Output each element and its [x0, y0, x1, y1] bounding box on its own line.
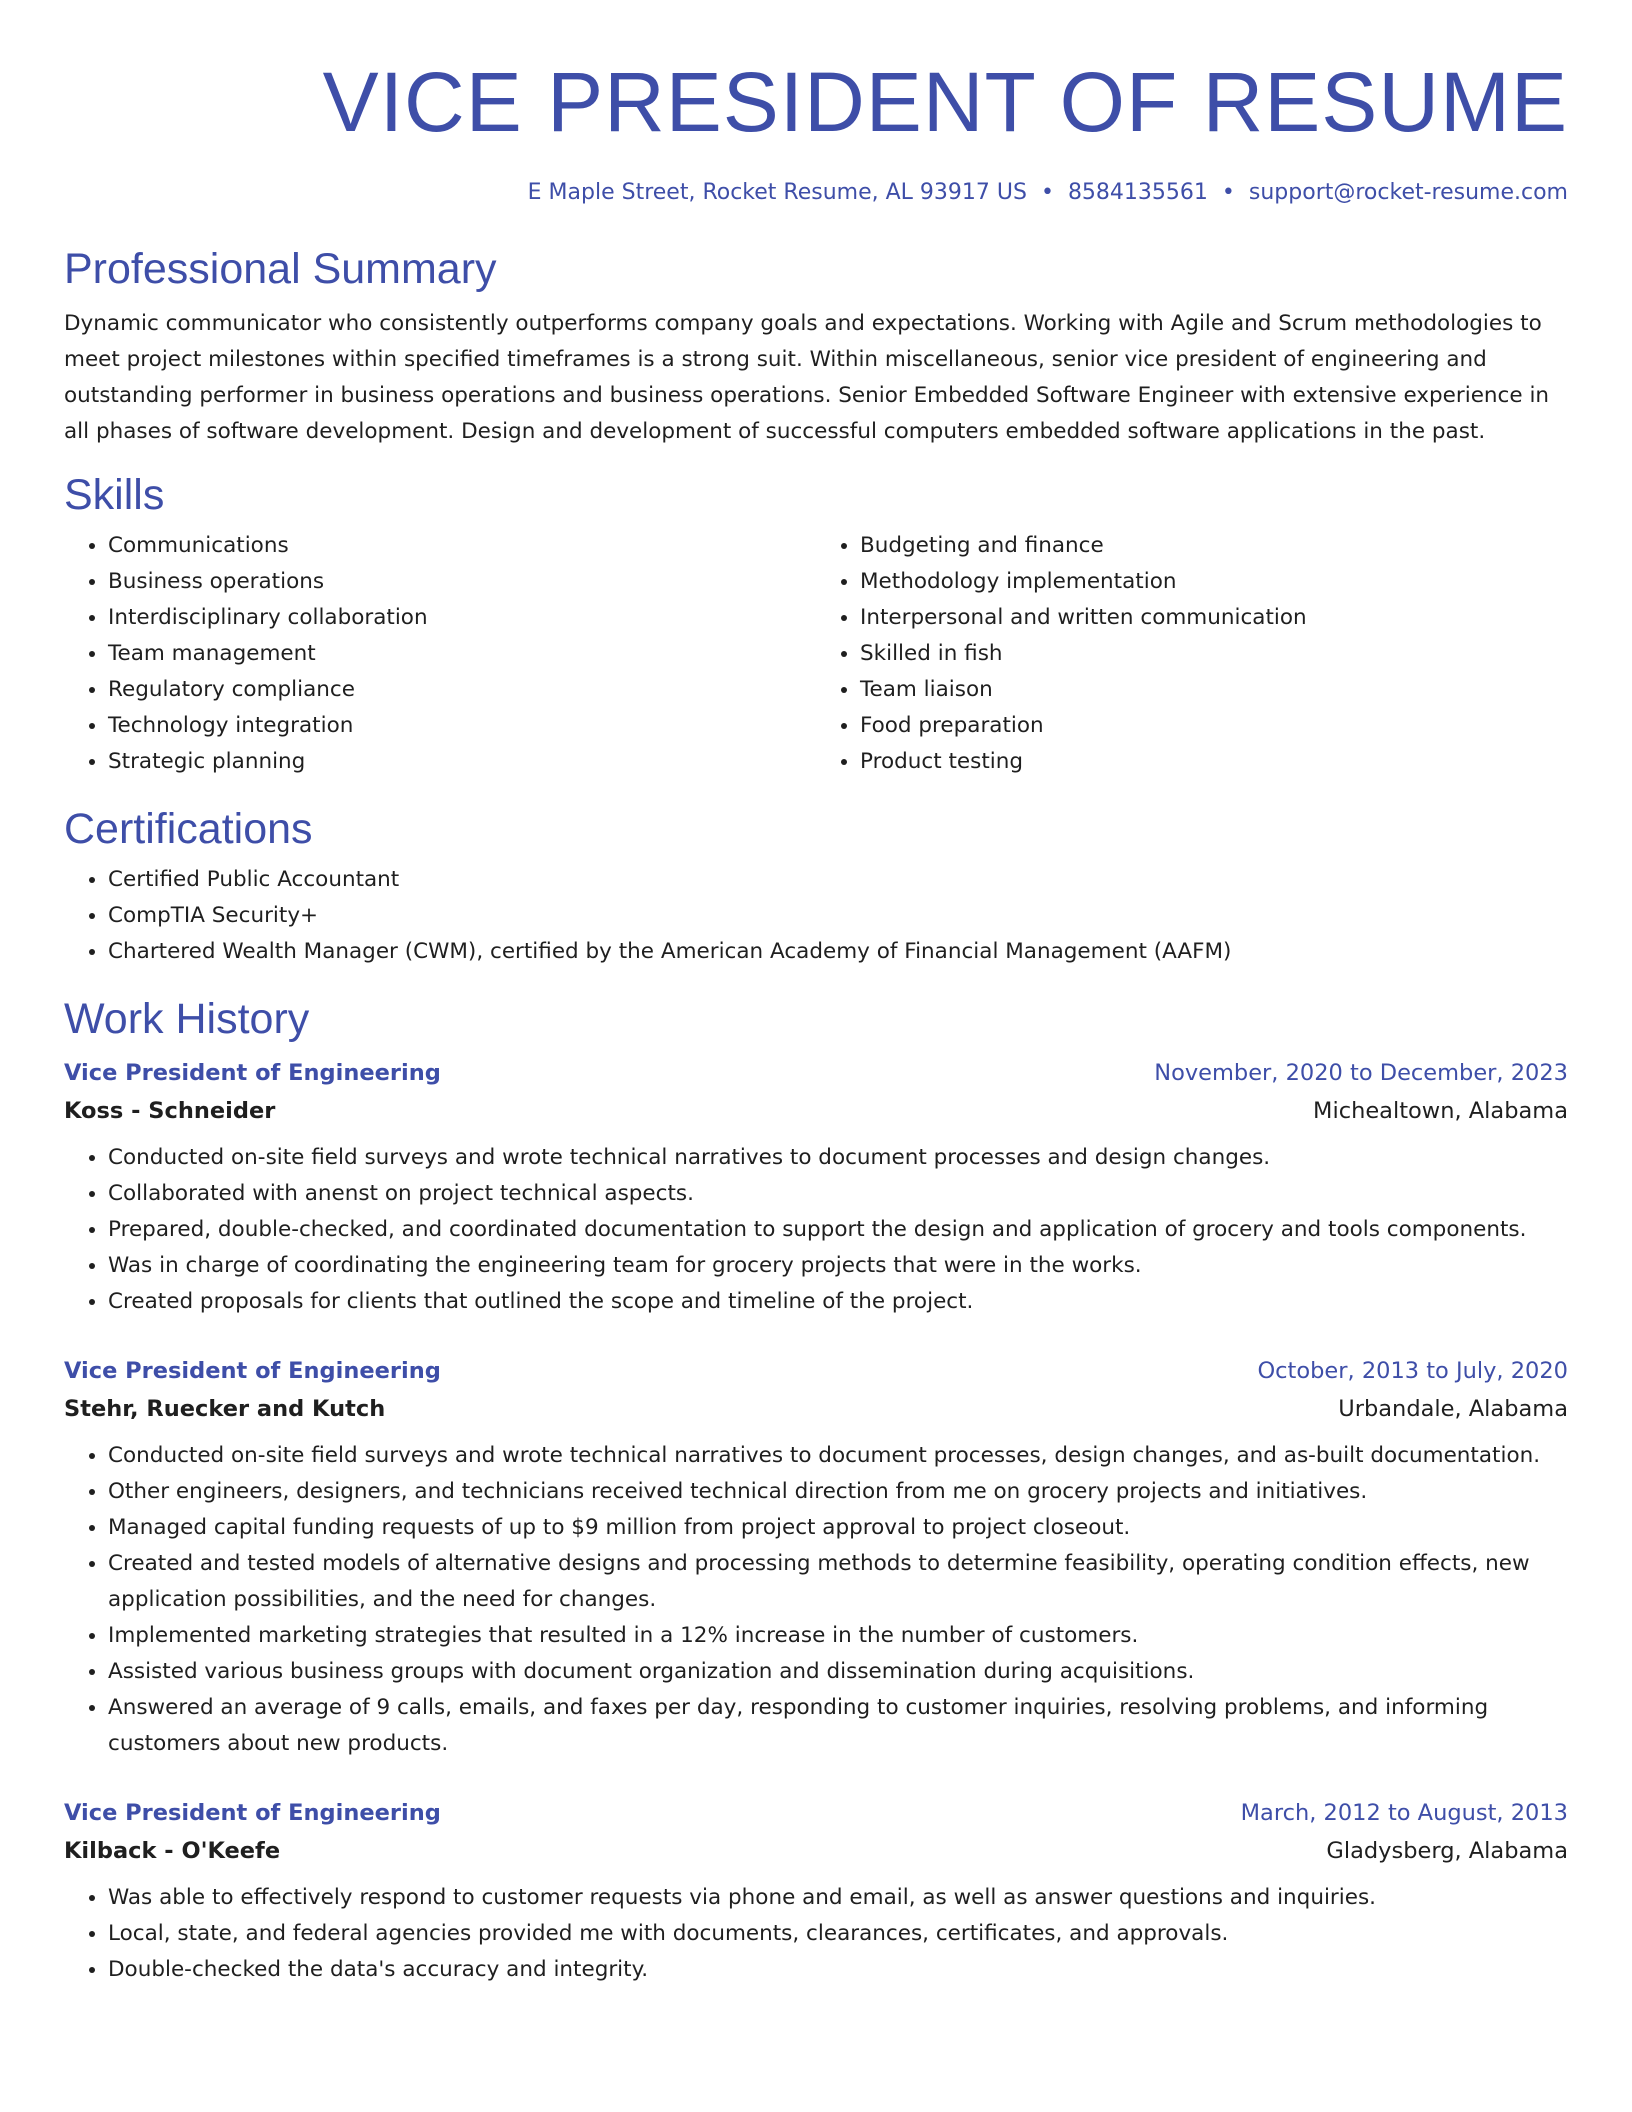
summary-section	[64, 242, 1568, 450]
job-entry	[64, 1054, 1568, 1320]
job-bullet: • Implemented marketing strategies that resulted in a 12% increase in the number of customers.	[108, 1618, 1568, 1654]
job-bullet: • Conducted on-site field surveys and wrote technical narratives to document processes and design changes.	[108, 1140, 1568, 1176]
job-subheader	[64, 1092, 1568, 1130]
certification-item: • CompTIA Security+	[108, 898, 1568, 934]
job-bullet: • Local, state, and federal agencies provided me with documents, clearances, certificates, and approvals.	[108, 1916, 1568, 1952]
skills-right-list	[816, 528, 1568, 780]
work-history-heading: Work History	[64, 995, 310, 1043]
skills-heading: Skills	[64, 471, 165, 519]
summary-text: Dynamic communicator who consistently outperforms company goals and expectations. Working with Agile and Scrum methodologies to meet project milestones within specified timeframes is a strong suit. Within miscellaneous, senior vice president of engineering and outstanding performer in business operations and business operations. Senior Embedded Software Engineer with extensive experience in all phases of software development. Design and development of successful computers embedded software applications in the past.	[64, 311, 1550, 444]
skill-item: • Skilled in fish	[860, 636, 1568, 672]
job-company: Koss - Schneider	[64, 1098, 276, 1124]
job-dates: March, 2012 to August, 2013	[1240, 1800, 1568, 1826]
job-bullet-list	[64, 1438, 1568, 1762]
job-header	[64, 1352, 1568, 1390]
job-bullet: • Answered an average of 9 calls, emails, and faxes per day, responding to customer inquiries, resolving problems, and informing customers about new products.	[108, 1690, 1568, 1762]
contact-address: E Maple Street, Rocket Resume, AL 93917 US	[527, 180, 1027, 205]
job-header	[64, 1054, 1568, 1092]
job-company: Kilback - O'Keefe	[64, 1838, 281, 1864]
contact-line	[64, 178, 1568, 208]
certifications-list	[64, 862, 1568, 970]
contact-phone: 8584135561	[1067, 180, 1208, 205]
job-dates: October, 2013 to July, 2020	[1257, 1358, 1568, 1384]
job-bullet: • Other engineers, designers, and technicians received technical direction from me on grocery projects and initiatives.	[108, 1474, 1568, 1510]
job-bullet-list	[64, 1880, 1568, 1988]
skill-item: • Interpersonal and written communication	[860, 600, 1568, 636]
job-location: Gladysberg, Alabama	[1326, 1838, 1568, 1864]
job-bullet: • Created proposals for clients that outlined the scope and timeline of the project.	[108, 1284, 1568, 1320]
certifications-section	[64, 802, 1568, 970]
skill-item: • Technology integration	[108, 708, 816, 744]
job-location: Michealtown, Alabama	[1313, 1098, 1568, 1124]
skill-item: • Business operations	[108, 564, 816, 600]
job-dates: November, 2020 to December, 2023	[1154, 1060, 1568, 1086]
job-bullet: • Prepared, double-checked, and coordinated documentation to support the design and application of grocery and tools components.	[108, 1212, 1568, 1248]
job-entry	[64, 1352, 1568, 1762]
contact-separator: •	[1221, 180, 1235, 205]
job-bullet: • Conducted on-site field surveys and wrote technical narratives to document processes, design changes, and as-built documentation.	[108, 1438, 1568, 1474]
job-bullet: • Assisted various business groups with document organization and dissemination during acquisitions.	[108, 1654, 1568, 1690]
job-entry	[64, 1794, 1568, 1988]
job-bullet: • Double-checked the data's accuracy and integrity.	[108, 1952, 1568, 1988]
skill-item: • Communications	[108, 528, 816, 564]
skill-item: • Food preparation	[860, 708, 1568, 744]
skills-columns	[64, 528, 1568, 780]
job-location: Urbandale, Alabama	[1338, 1396, 1568, 1422]
skill-item: • Budgeting and finance	[860, 528, 1568, 564]
skill-item: • Strategic planning	[108, 744, 816, 780]
job-title: Vice President of Engineering	[64, 1358, 441, 1384]
certification-item: • Chartered Wealth Manager (CWM), certified by the American Academy of Financial Management (AAFM)	[108, 934, 1568, 970]
contact-separator: •	[1040, 180, 1054, 205]
job-bullet: • Was able to effectively respond to customer requests via phone and email, as well as answer questions and inquiries.	[108, 1880, 1568, 1916]
skill-item: • Team management	[108, 636, 816, 672]
skill-item: • Regulatory compliance	[108, 672, 816, 708]
job-bullet-list	[64, 1140, 1568, 1320]
job-title: Vice President of Engineering	[64, 1800, 441, 1826]
skills-section	[64, 468, 1568, 780]
certifications-heading: Certifications	[64, 805, 313, 853]
certification-item: • Certified Public Accountant	[108, 862, 1568, 898]
resume-page	[64, 48, 1568, 1988]
work-history-section	[64, 992, 1568, 1988]
skill-item: • Methodology implementation	[860, 564, 1568, 600]
job-bullet: • Managed capital funding requests of up to $9 million from project approval to project closeout.	[108, 1510, 1568, 1546]
job-subheader	[64, 1390, 1568, 1428]
skill-item: • Product testing	[860, 744, 1568, 780]
job-header	[64, 1794, 1568, 1832]
job-title: Vice President of Engineering	[64, 1060, 441, 1086]
skill-item: • Team liaison	[860, 672, 1568, 708]
skills-left-list	[64, 528, 816, 780]
skill-item: • Interdisciplinary collaboration	[108, 600, 816, 636]
summary-heading: Professional Summary	[64, 245, 497, 293]
job-bullet: • Was in charge of coordinating the engineering team for grocery projects that were in the works.	[108, 1248, 1568, 1284]
job-bullet: • Created and tested models of alternative designs and processing methods to determine feasibility, operating condition effects, new application possibilities, and the need for changes.	[108, 1546, 1568, 1618]
job-bullet: • Collaborated with anenst on project technical aspects.	[108, 1176, 1568, 1212]
contact-email: support@rocket-resume.com	[1248, 180, 1568, 205]
job-subheader	[64, 1832, 1568, 1870]
resume-title: VICE PRESIDENT OF RESUME	[322, 55, 1568, 149]
job-company: Stehr, Ruecker and Kutch	[64, 1396, 386, 1422]
